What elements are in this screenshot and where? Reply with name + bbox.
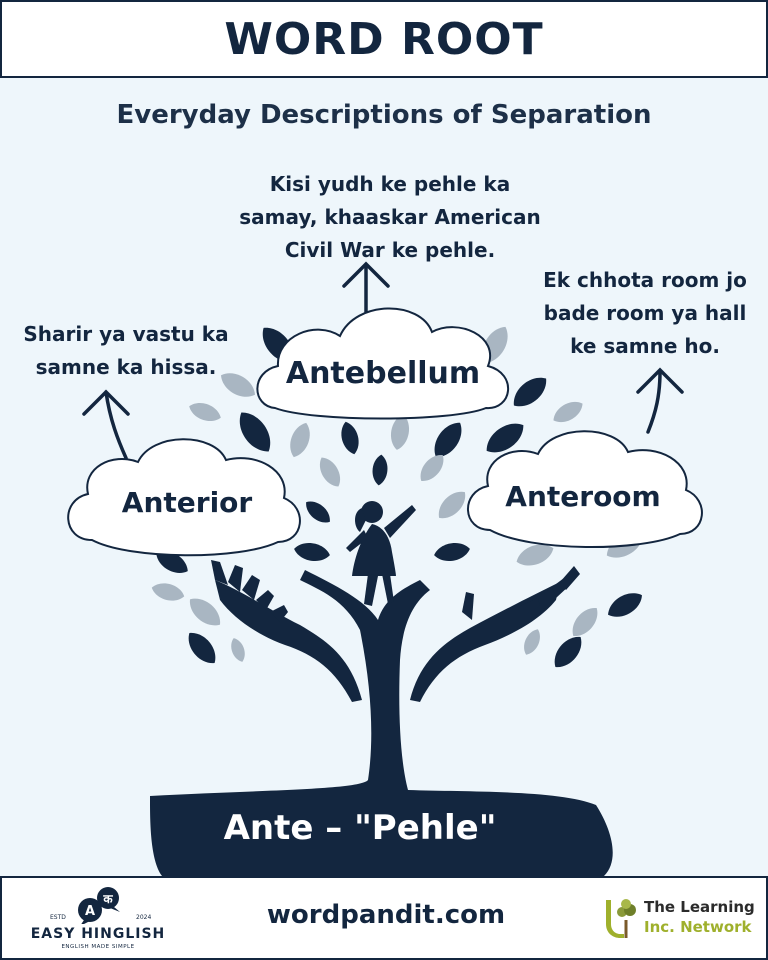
- easy-hinglish-name: EASY HINGLISH: [30, 926, 166, 942]
- leaf-icon: [182, 627, 222, 669]
- leaf-icon: [549, 397, 586, 428]
- learning-network-line1: The Learning: [644, 898, 755, 916]
- word-anterior: Anterior: [121, 486, 253, 519]
- learning-network-logo[interactable]: [600, 894, 760, 944]
- leaf-icon: [548, 631, 588, 673]
- arrow-up-icon: [84, 392, 128, 458]
- leaf-icon: [315, 453, 346, 490]
- leaf-icon: [507, 371, 552, 414]
- footer-bar: [0, 876, 768, 960]
- leaf-icon: [186, 399, 223, 426]
- tree-logo-icon: [600, 894, 640, 944]
- leaf-icon: [228, 636, 248, 664]
- word-antebellum: Antebellum: [285, 356, 481, 391]
- anteroom-description: Ek chhota room jo bade room ya hall ke samne ho.: [543, 268, 747, 358]
- leaf-icon: [428, 417, 469, 463]
- page-subtitle: Everyday Descriptions of Separation: [116, 100, 652, 130]
- estd-label: ESTD: [50, 914, 66, 921]
- leaf-icon: [520, 626, 544, 657]
- leaf-icon: [293, 540, 332, 564]
- anterior-description: Sharir ya vastu ka samne ka hissa.: [23, 322, 229, 379]
- leaf-icon: [603, 587, 646, 623]
- glyph-ka: क: [103, 892, 113, 906]
- leaf-icon: [433, 486, 471, 524]
- arrow-up-icon: [344, 264, 388, 312]
- leaf-icon: [338, 420, 362, 457]
- leaf-icon: [433, 540, 472, 564]
- leaf-icon: [567, 602, 604, 641]
- left-hand-icon: [211, 560, 362, 702]
- arrow-up-icon: [638, 370, 682, 432]
- leaf-icon: [286, 420, 315, 460]
- easy-hinglish-tagline: ENGLISH MADE SIMPLE: [61, 944, 135, 950]
- leaf-icon: [150, 580, 187, 604]
- right-hand-icon: [410, 566, 580, 702]
- page-title: WORD ROOT: [224, 13, 544, 65]
- estd-year: 2024: [136, 914, 152, 921]
- leaf-icon: [232, 406, 278, 458]
- root-label: Ante – "Pehle": [223, 808, 497, 848]
- website-link[interactable]: wordpandit.com: [266, 900, 506, 930]
- glyph-a: A: [84, 904, 96, 919]
- learning-network-line2: Inc. Network: [644, 918, 752, 936]
- antebellum-description: Kisi yudh ke pehle ka samay, khaaskar American Civil War ke pehle.: [239, 172, 541, 262]
- word-anteroom: Anteroom: [505, 480, 661, 513]
- leaf-icon: [301, 496, 334, 527]
- leaf-icon: [371, 454, 388, 486]
